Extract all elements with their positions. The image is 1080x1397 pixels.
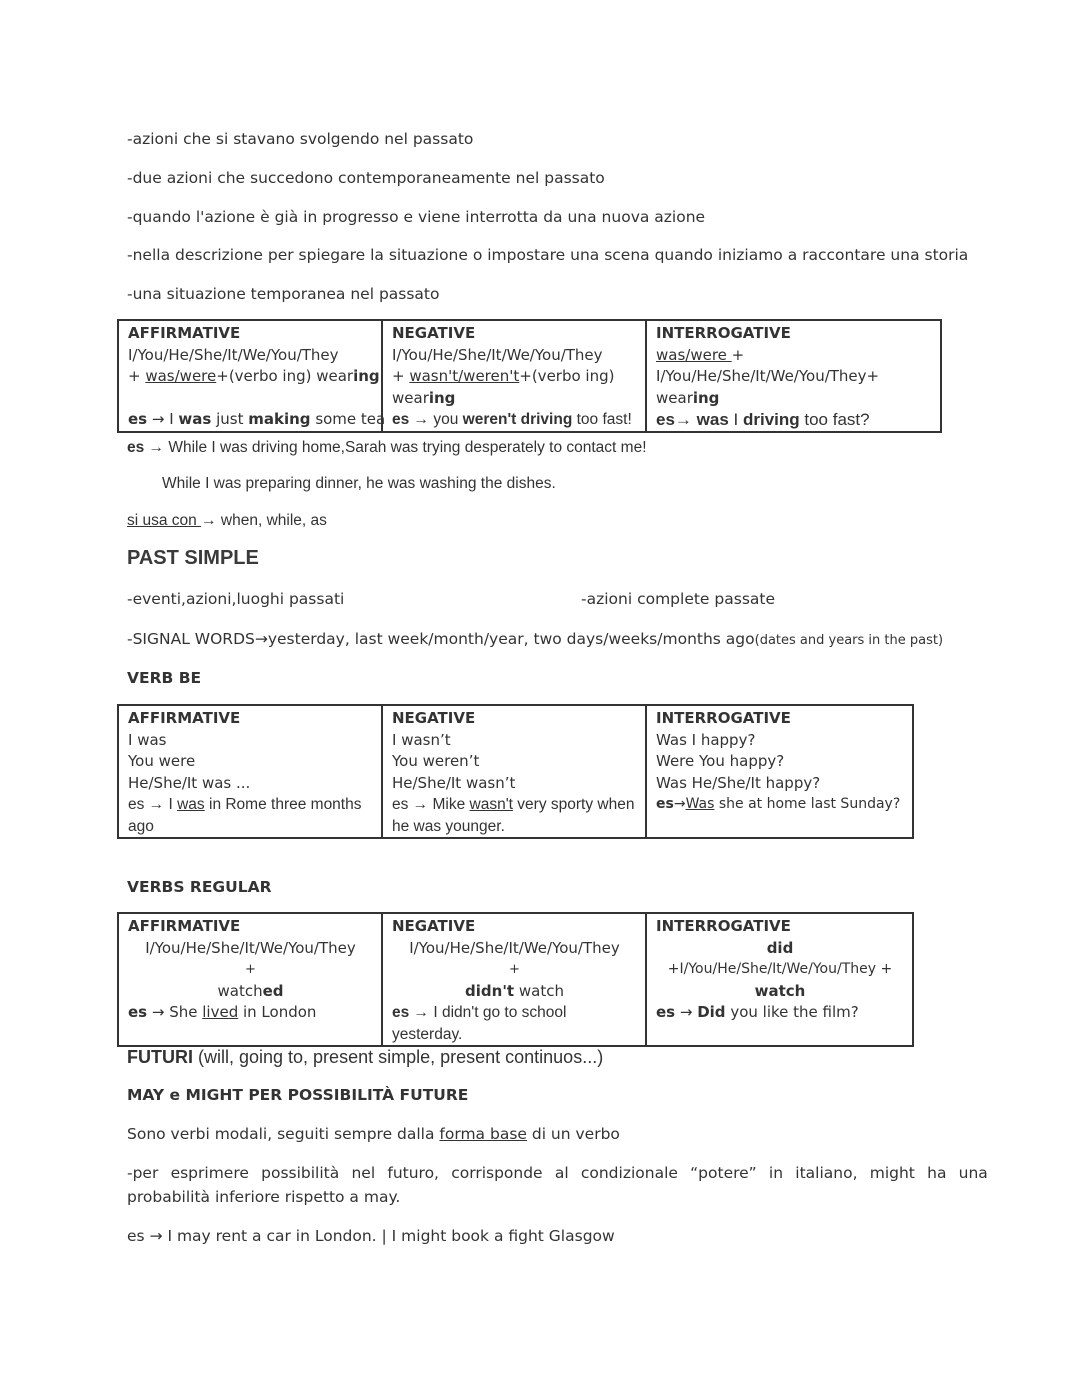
interrogative-example: es→ was I driving too fast?: [656, 410, 870, 429]
aff-line: I was: [128, 730, 167, 749]
affirmative-cell: [118, 705, 382, 838]
plus-sign: +: [245, 962, 256, 977]
subject-list: I/You/He/She/It/We/You/They: [145, 938, 356, 957]
may-might-example: es → I may rent a car in London. | I might book a fight Glasgow: [127, 1227, 615, 1245]
affirmative-cell: [118, 320, 386, 432]
bullet-complete-actions: -azioni complete passate: [581, 590, 775, 608]
signal-words: -SIGNAL WORDS→yesterday, last week/month/year, two days/weeks/months ago(dates and years in the past): [127, 630, 944, 648]
affirmative-header: AFFIRMATIVE: [128, 917, 241, 935]
did-auxiliary: did: [766, 938, 794, 957]
verbs-regular-table: [117, 912, 914, 1047]
interrogative-cell: [646, 705, 913, 838]
bullet-past-actions: -azioni che si stavano svolgendo nel passato: [127, 130, 474, 148]
bullet-scene-description: -nella descrizione per spiegare la situazione o impostare una scena quando iniziamo a raccontare una storia: [127, 246, 969, 264]
affirmative-header: AFFIRMATIVE: [128, 324, 241, 342]
int-line: Was He/She/It happy?: [656, 773, 821, 792]
negative-verb: didn't watch: [465, 981, 564, 1000]
possibility-line-2: probabilità inferiore rispetto a may.: [127, 1188, 401, 1206]
subject-list: +I/You/He/She/It/We/You/They +: [667, 961, 893, 977]
past-continuous-table: [117, 319, 942, 433]
verbs-regular-title: VERBS REGULAR: [127, 878, 272, 896]
interrogative-example: es→Was she at home last Sunday?: [656, 796, 901, 812]
interrogative-cell: [646, 320, 941, 432]
while-example-1: es → While I was driving home,Sarah was trying desperately to contact me!: [127, 439, 647, 456]
aff-line: He/She/It was ...: [128, 773, 251, 792]
interrogative-header: INTERROGATIVE: [656, 917, 791, 935]
plus-sign: +: [509, 962, 520, 977]
negative-example: es → Mike wasn't very sporty when he was younger.: [392, 796, 635, 835]
past-simple-title: PAST SIMPLE: [127, 547, 259, 569]
interrogative-header: INTERROGATIVE: [656, 324, 791, 342]
negative-header: NEGATIVE: [392, 324, 476, 342]
modal-verbs-note: Sono verbi modali, seguiti sempre dalla forma base di un verbo: [127, 1125, 620, 1143]
affirmative-example: es → I was just making some tea: [128, 410, 386, 428]
negative-rule-wear: wearing: [392, 388, 456, 407]
affirmative-example: es → She lived in London: [128, 1003, 317, 1021]
subject-list: I/You/He/She/It/We/You/They: [409, 938, 620, 957]
neg-line: He/She/It wasn’t: [392, 773, 516, 792]
negative-cell: [382, 705, 646, 838]
neg-line: You weren’t: [392, 752, 480, 770]
affirmative-rule: + was/were+(verbo ing) wearing: [128, 367, 380, 385]
futuri-title: FUTURI (will, going to, present simple, present continuos...): [127, 1047, 604, 1067]
neg-line: I wasn’t: [392, 730, 451, 749]
interrogative-header: INTERROGATIVE: [656, 709, 791, 727]
while-example-2: While I was preparing dinner, he was washing the dishes.: [162, 475, 556, 492]
negative-header: NEGATIVE: [392, 709, 476, 727]
interrogative-cell: [646, 913, 913, 1046]
negative-rule: + wasn't/weren't+(verbo ing): [392, 367, 615, 385]
int-line: Were You happy?: [656, 752, 785, 770]
affirmative-header: AFFIRMATIVE: [128, 709, 241, 727]
aff-line: You were: [128, 752, 196, 770]
affirmative-cell: [118, 913, 382, 1046]
bullet-simultaneous-actions: -due azioni che succedono contemporaneamente nel passato: [127, 169, 605, 187]
si-usa-con: si usa con → when, while, as: [127, 512, 327, 529]
subject-list: I/You/He/She/It/We/You/They: [128, 345, 339, 364]
affirmative-example: es → I was in Rome three months ago: [128, 796, 362, 835]
negative-example: es → you weren't driving too fast!: [392, 411, 632, 428]
subject-list: I/You/He/She/It/We/You/They: [392, 345, 603, 364]
interrogative-verb: watch: [754, 981, 806, 1000]
possibility-line-1: -per esprimere possibilità nel futuro, corrisponde al condizionale “potere” in italiano, might ha una: [127, 1164, 988, 1182]
interrogative-rule-wear: wearing: [656, 388, 720, 407]
may-might-title: MAY e MIGHT PER POSSIBILITÀ FUTURE: [127, 1086, 469, 1104]
interrogative-example: es → Did you like the film?: [656, 1003, 859, 1021]
negative-example: es → I didn't go to school yesterday.: [392, 1004, 567, 1043]
negative-header: NEGATIVE: [392, 917, 476, 935]
bullet-past-events: -eventi,azioni,luoghi passati: [127, 590, 345, 608]
negative-cell: [382, 320, 646, 432]
bullet-temporary-situation: -una situazione temporanea nel passato: [127, 285, 440, 303]
bullet-interrupted-action: -quando l'azione è già in progresso e viene interrotta da una nuova azione: [127, 208, 706, 226]
verb-be-title: VERB BE: [127, 669, 202, 687]
verb-be-table: [117, 704, 914, 839]
interrogative-rule: was/were +: [656, 345, 745, 364]
subject-list: I/You/He/She/It/We/You/They+: [656, 367, 880, 385]
affirmative-verb: watched: [217, 981, 284, 1000]
int-line: Was I happy?: [656, 730, 756, 749]
negative-cell: [382, 913, 646, 1046]
